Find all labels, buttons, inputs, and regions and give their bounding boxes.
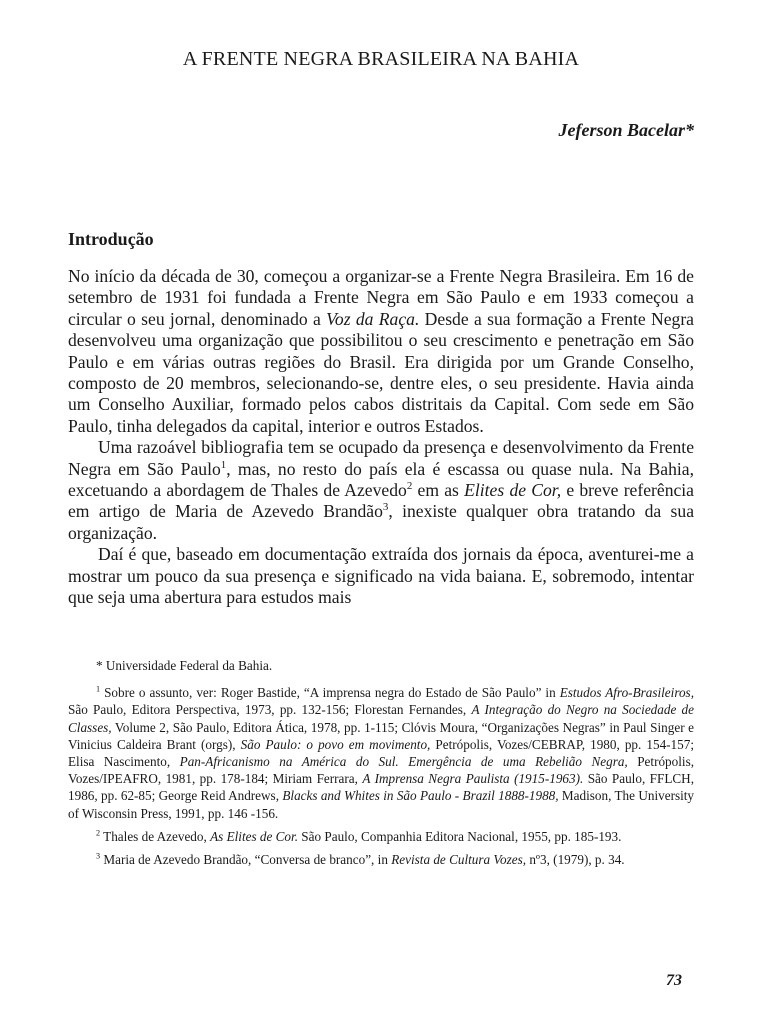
paragraph-2 <box>68 437 694 544</box>
text-run: Volume 2, São Paulo, Editora Ática, 1978, pp. 1-115; Clóvis Moura, “Organizações Negras” in Paul Singer e Vinicius Caldeira Brant (orgs), <box>68 719 694 752</box>
text-run: nº3, (1979), p. 34. <box>526 852 625 868</box>
journal-title: Voz da Raça. <box>326 308 420 329</box>
footnote-number: 1 <box>96 684 101 694</box>
text-run: São Paulo, FFLCH, 1986, pp. 62-85; George Reid Andrews, <box>68 771 694 804</box>
citation-title: As Elites de Cor. <box>210 828 298 844</box>
citation-title: Blacks and Whites in São Paulo - Brazil 1888-1988, <box>282 788 559 804</box>
paragraph-3: Daí é que, baseado em documentação extraída dos jornais da época, aventurei-me a mostrar um pouco da sua presença e significado na vida baiana. E, sobremodo, intentar que seja uma abertura para estudos mais <box>68 544 694 608</box>
citation-title: São Paulo: o povo em movimento, <box>240 736 431 752</box>
text-run: em as <box>412 480 465 501</box>
footnote-ref: 3 <box>382 501 389 514</box>
article-page <box>68 0 694 1024</box>
footnote-number: 2 <box>96 828 101 838</box>
text-run: , mas, no resto do país ela é escassa ou quase nula. Na Bahia, excetuando a abordagem de Thales de Azevedo <box>68 458 694 501</box>
text-run: Sobre o assunto, ver: Roger Bastide, “A imprensa negra do Estado de São Paulo” in <box>100 685 560 701</box>
citation-title: Estudos Afro-Brasileiros, <box>559 685 694 701</box>
footnote-2 <box>68 828 694 845</box>
text-run: Madison, The University of Wisconsin Press, 1991, pp. 146 -156. <box>68 788 695 821</box>
citation-title: Pan-Africanismo na América do Sul. Emergência de uma Rebelião Negra, <box>179 754 628 770</box>
text-run: São Paulo, Companhia Editora Nacional, 1955, pp. 185-193. <box>298 828 622 844</box>
citation-title: A Integração do Negro na Sociedade de Classes, <box>68 702 694 735</box>
body-text <box>68 266 694 609</box>
footnotes <box>68 657 694 874</box>
citation-title: A Imprensa Negra Paulista (1915-1963). <box>362 771 584 787</box>
text-run: Thales de Azevedo, <box>100 828 211 844</box>
book-title: Elites de Cor, <box>464 480 562 501</box>
text-run: Petrópolis, Vozes/CEBRAP, 1980, pp. 154-157; Elisa Nascimento, <box>68 736 694 770</box>
footnote-3 <box>68 851 694 868</box>
section-heading: Introdução <box>68 229 154 249</box>
article-title: A FRENTE NEGRA BRASILEIRA NA BAHIA <box>182 48 580 70</box>
text-run: Desde a sua formação a Frente Negra desenvolveu uma organização que possibilitou o seu crescimento e penetração em São Paulo e em várias outras regiões do Brasil. Era dirigida por um Grande Conselho, composto de 20 membros, selecionando-se, dentre eles, o seu presidente. Havia ainda um Conselho Auxiliar, formado pelos cabos distritais da Capital. Com sede em São Paulo, tinha delegados da capital, interior e outros Estados. <box>68 308 694 436</box>
text-run: São Paulo, Editora Perspectiva, 1973, pp. 132-156; Florestan Fernandes, <box>68 702 472 718</box>
footnote-1 <box>68 684 694 822</box>
text-run: No início da década de 30, começou a organizar-se a Frente Negra Brasileira. Em 16 de setembro de 1931 foi fundada a Frente Negra em São Paulo e em 1933 começou a circular o seu jornal, denominado a <box>68 266 694 329</box>
text-run: , inexiste qualquer obra tratando da sua organização. <box>68 501 694 543</box>
footnote-ref: 2 <box>406 480 413 493</box>
paragraph-1 <box>68 266 694 437</box>
text-run: Petrópolis, Vozes/IPEAFRO, 1981, pp. 178-184; Miriam Ferrara, <box>68 754 694 787</box>
text-run: Maria de Azevedo Brandão, “Conversa de branco”, in <box>100 852 392 868</box>
footnote-number: 3 <box>96 851 101 861</box>
footnote-affiliation: * Universidade Federal da Bahia. <box>96 658 273 673</box>
author-name: Jeferson Bacelar* <box>558 120 694 140</box>
text-run: e breve referência em artigo de Maria de Azevedo Brandão <box>68 480 694 522</box>
page-number: 73 <box>666 972 682 989</box>
footnote-ref: 1 <box>220 458 227 471</box>
text-run: Uma razoável bibliografia tem se ocupado da presença e desenvolvimento da Frente Negra em São Paulo <box>68 437 694 479</box>
citation-title: Revista de Cultura Vozes, <box>391 852 527 868</box>
